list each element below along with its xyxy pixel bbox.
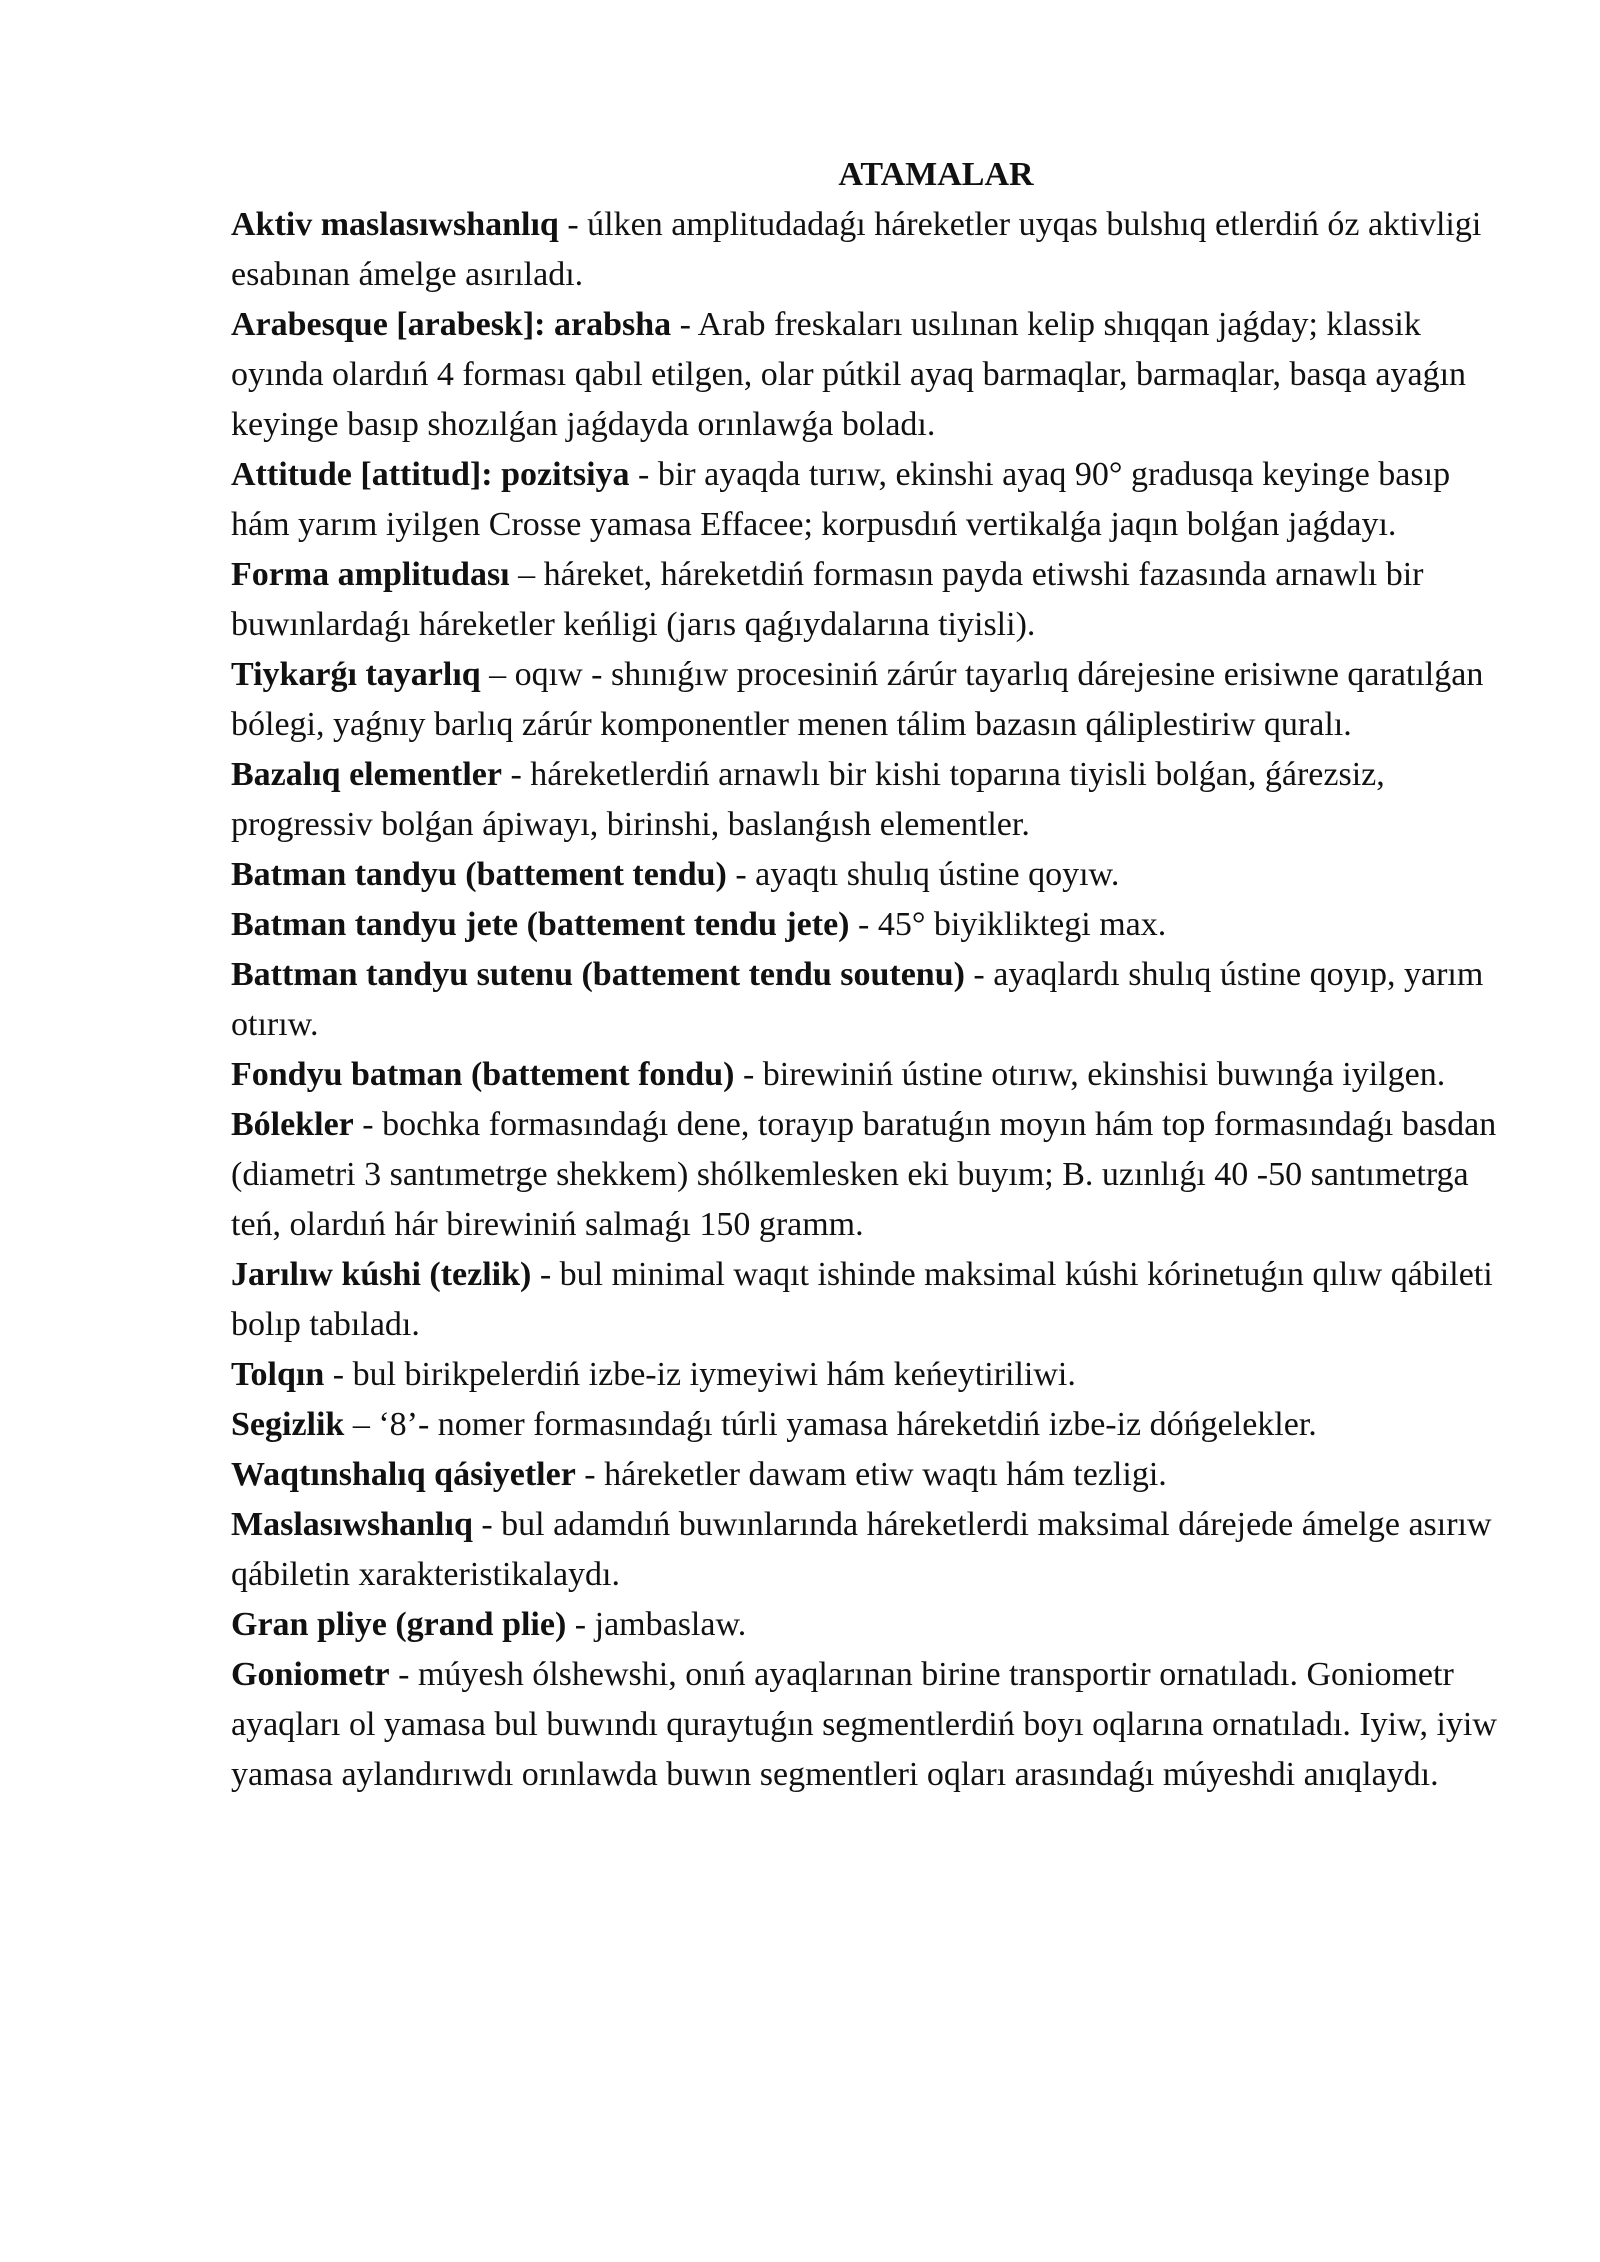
entry-term: Maslasıwshanlıq (231, 1506, 473, 1543)
glossary-entry (231, 550, 1501, 650)
entry-term: Aktiv maslasıwshanlıq (231, 206, 559, 243)
glossary-entry (231, 200, 1501, 300)
glossary-entry (231, 750, 1501, 850)
glossary-entry (231, 1350, 1501, 1400)
entry-definition: - bul adamdıń buwınlarında háreketlerdi maksimal dárejede ámelge asırıw qábiletin xarakteristikalaydı. (231, 1506, 1492, 1593)
entry-term: Fondyu batman (battement fondu) (231, 1056, 735, 1093)
glossary-entry (231, 1100, 1501, 1250)
entry-definition: - ayaqtı shulıq ústine qoyıw. (726, 856, 1120, 893)
entry-definition: - háreketler dawam etiw waqtı hám tezligi. (575, 1456, 1167, 1493)
entry-definition: - jambaslaw. (566, 1606, 747, 1643)
entry-term: Segizlik (231, 1406, 345, 1443)
entry-term: Tiykarǵı tayarlıq (231, 656, 481, 693)
glossary-entry (231, 650, 1501, 750)
document-page (231, 150, 1501, 1800)
entry-definition: - úlken amplitudadaǵı háreketler uyqas bulshıq etlerdiń óz aktivligi esabınan ámelge asırıladı. (231, 206, 1482, 293)
entry-definition: - birewiniń ústine otırıw, ekinshisi buwınǵa iyilgen. (734, 1056, 1446, 1093)
glossary-entry (231, 850, 1501, 900)
glossary-entry (231, 1500, 1501, 1600)
entry-term: Arabesque [arabesk]: arabsha (231, 306, 672, 343)
entry-term: Bazalıq elementler (231, 756, 502, 793)
entry-definition: - ayaqlardı shulıq ústine qoyıp, yarım otırıw. (231, 956, 1484, 1043)
page-title: ATAMALAR (838, 156, 1034, 193)
entry-term: Battman tandyu sutenu (battement tendu soutenu) (231, 956, 965, 993)
entry-definition: – oqıw - shınıǵıw procesiniń zárúr tayarlıq dárejesine erisiwne qaratılǵan bólegi, yaǵnıy barlıq zárúr komponentler menen tálim bazasın qáliplestiriw quralı. (231, 656, 1484, 743)
entry-definition: - háreketlerdiń arnawlı bir kishi toparına tiyisli bolǵan, ǵárezsiz, progressiv bolǵan ápiwayı, birinshi, baslanǵısh elementler. (231, 756, 1385, 843)
entry-definition: – ‘8’- nomer formasındaǵı túrli yamasa háreketdiń izbe-iz dóńgelekler. (344, 1406, 1317, 1443)
entry-definition: - bul birikpelerdiń izbe-iz iymeyiwi hám keńeytiriliwi. (324, 1356, 1076, 1393)
glossary-entry (231, 950, 1501, 1050)
entry-term: Goniometr (231, 1656, 390, 1693)
glossary-entry (231, 1400, 1501, 1450)
glossary-entry (231, 900, 1501, 950)
entry-term: Attitude [attitud]: pozitsiya (231, 456, 630, 493)
entry-term: Bólekler (231, 1106, 354, 1143)
glossary-entry (231, 1650, 1501, 1800)
entry-term: Batman tandyu (battement tendu) (231, 856, 727, 893)
glossary-entry (231, 1250, 1501, 1350)
entry-term: Forma amplitudası (231, 556, 510, 593)
entry-term: Tolqın (231, 1356, 325, 1393)
glossary-entry (231, 1450, 1501, 1500)
entry-term: Waqtınshalıq qásiyetler (231, 1456, 576, 1493)
entry-definition: - bir ayaqda turıw, ekinshi ayaq 90° gradusqa keyinge basıp hám yarım iyilgen Crosse yamasa Effacee; korpusdıń vertikalǵa jaqın bolǵan jaǵdayı. (231, 456, 1451, 543)
glossary-entry (231, 1600, 1501, 1650)
entry-definition: - bul minimal waqıt ishinde maksimal kúshi kórinetuǵın qılıw qábileti bolıp tabıladı. (231, 1256, 1493, 1343)
glossary-entry (231, 300, 1501, 450)
entry-definition: – háreket, háreketdiń formasın payda etiwshi fazasında arnawlı bir buwınlardaǵı háreketler keńligi (jarıs qaǵıydalarına tiyisli). (231, 556, 1424, 643)
entry-term: Batman tandyu jete (battement tendu jete) (231, 906, 850, 943)
entry-term: Gran pliye (grand plie) (231, 1606, 567, 1643)
glossary-entry (231, 450, 1501, 550)
glossary-entry (231, 1050, 1501, 1100)
entry-term: Jarılıw kúshi (tezlik) (231, 1256, 532, 1293)
entry-definition: - bochka formasındaǵı dene, torayıp baratuǵın moyın hám top formasındaǵı basdan (diametri 3 santımetrge shekkem) shólkemlesken eki buyım; B. uzınlıǵı 40 -50 santımetrga teń, olardıń hár birewiniń salmaǵı 150 gramm. (231, 1106, 1497, 1243)
entry-definition: - Arab freskaları usılınan kelip shıqqan jaǵday; klassik oyında olardıń 4 forması qabıl etilgen, olar pútkil ayaq barmaqlar, barmaqlar, basqa ayaǵın keyinge basıp shozılǵan jaǵdayda orınlawǵa boladı. (231, 306, 1467, 443)
entry-definition: - múyesh ólshewshi, onıń ayaqlarınan birine transportir ornatıladı. Goniometr ayaqları ol yamasa bul buwındı quraytuǵın segmentlerdiń boyı oqlarına ornatıladı. Iyiw, iyiw yamasa aylandırıwdı orınlawda buwın segmentleri oqları arasındaǵı múyeshdi anıqlaydı. (231, 1656, 1497, 1793)
entry-definition: - 45° biyikliktegi max. (849, 906, 1167, 943)
